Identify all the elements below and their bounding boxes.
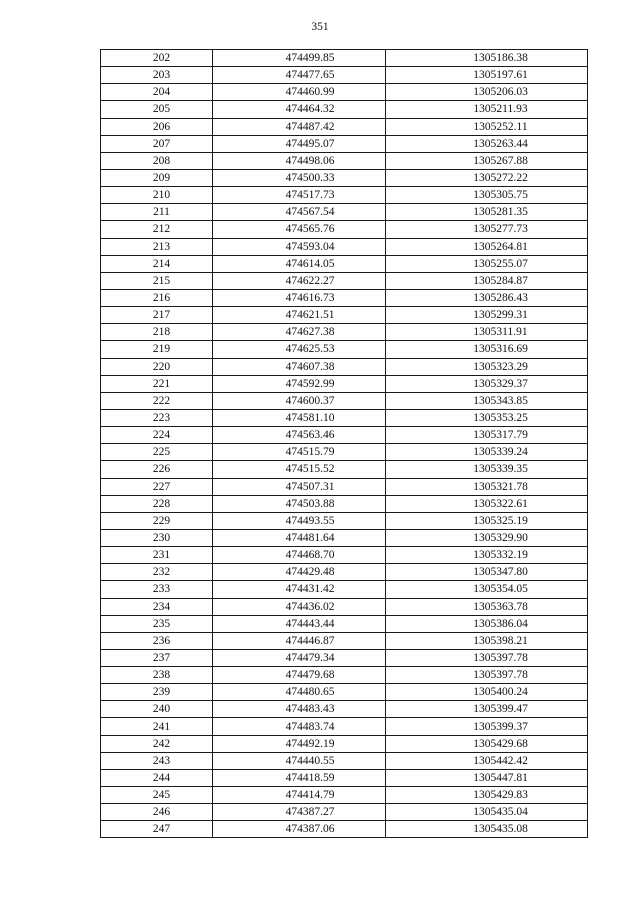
x-coordinate-cell: 474625.53 (213, 341, 386, 358)
y-coordinate-cell: 1305329.90 (386, 529, 588, 546)
point-number-cell: 239 (101, 684, 213, 701)
x-coordinate-cell: 474440.55 (213, 752, 386, 769)
y-coordinate-cell: 1305386.04 (386, 615, 588, 632)
table-row (101, 187, 588, 204)
table-row (101, 769, 588, 786)
x-coordinate-cell: 474567.54 (213, 204, 386, 221)
table-row (101, 787, 588, 804)
x-coordinate-cell: 474443.44 (213, 615, 386, 632)
y-coordinate-cell: 1305186.38 (386, 50, 588, 67)
x-coordinate-cell: 474429.48 (213, 564, 386, 581)
point-number-cell: 209 (101, 169, 213, 186)
x-coordinate-cell: 474481.64 (213, 529, 386, 546)
x-coordinate-cell: 474483.43 (213, 701, 386, 718)
table-row (101, 427, 588, 444)
y-coordinate-cell: 1305397.78 (386, 667, 588, 684)
table-row (101, 684, 588, 701)
table-row (101, 204, 588, 221)
point-number-cell: 245 (101, 787, 213, 804)
y-coordinate-cell: 1305277.73 (386, 221, 588, 238)
table-row (101, 375, 588, 392)
point-number-cell: 218 (101, 324, 213, 341)
y-coordinate-cell: 1305435.04 (386, 804, 588, 821)
point-number-cell: 214 (101, 255, 213, 272)
point-number-cell: 231 (101, 547, 213, 564)
point-number-cell: 238 (101, 667, 213, 684)
y-coordinate-cell: 1305325.19 (386, 512, 588, 529)
point-number-cell: 206 (101, 118, 213, 135)
table-row (101, 444, 588, 461)
x-coordinate-cell: 474503.88 (213, 495, 386, 512)
point-number-cell: 221 (101, 375, 213, 392)
y-coordinate-cell: 1305354.05 (386, 581, 588, 598)
x-coordinate-cell: 474621.51 (213, 307, 386, 324)
x-coordinate-cell: 474498.06 (213, 152, 386, 169)
x-coordinate-cell: 474515.79 (213, 444, 386, 461)
table-row (101, 358, 588, 375)
point-number-cell: 211 (101, 204, 213, 221)
table-row (101, 392, 588, 409)
x-coordinate-cell: 474622.27 (213, 272, 386, 289)
y-coordinate-cell: 1305286.43 (386, 289, 588, 306)
x-coordinate-cell: 474495.07 (213, 135, 386, 152)
x-coordinate-cell: 474387.27 (213, 804, 386, 821)
point-number-cell: 228 (101, 495, 213, 512)
x-coordinate-cell: 474593.04 (213, 238, 386, 255)
point-number-cell: 203 (101, 67, 213, 84)
table-row (101, 804, 588, 821)
point-number-cell: 217 (101, 307, 213, 324)
coordinates-table-body (101, 50, 588, 838)
point-number-cell: 230 (101, 529, 213, 546)
y-coordinate-cell: 1305339.24 (386, 444, 588, 461)
table-row (101, 101, 588, 118)
table-row (101, 84, 588, 101)
x-coordinate-cell: 474387.06 (213, 821, 386, 838)
table-row (101, 564, 588, 581)
table-row (101, 615, 588, 632)
point-number-cell: 236 (101, 632, 213, 649)
table-row (101, 598, 588, 615)
point-number-cell: 244 (101, 769, 213, 786)
y-coordinate-cell: 1305399.47 (386, 701, 588, 718)
y-coordinate-cell: 1305400.24 (386, 684, 588, 701)
y-coordinate-cell: 1305329.37 (386, 375, 588, 392)
y-coordinate-cell: 1305399.37 (386, 718, 588, 735)
y-coordinate-cell: 1305211.93 (386, 101, 588, 118)
y-coordinate-cell: 1305429.83 (386, 787, 588, 804)
point-number-cell: 233 (101, 581, 213, 598)
table-row (101, 495, 588, 512)
y-coordinate-cell: 1305343.85 (386, 392, 588, 409)
x-coordinate-cell: 474468.70 (213, 547, 386, 564)
x-coordinate-cell: 474515.52 (213, 461, 386, 478)
table-row (101, 512, 588, 529)
point-number-cell: 227 (101, 478, 213, 495)
x-coordinate-cell: 474483.74 (213, 718, 386, 735)
x-coordinate-cell: 474607.38 (213, 358, 386, 375)
point-number-cell: 202 (101, 50, 213, 67)
y-coordinate-cell: 1305435.08 (386, 821, 588, 838)
point-number-cell: 213 (101, 238, 213, 255)
table-row (101, 735, 588, 752)
table-row (101, 152, 588, 169)
point-number-cell: 247 (101, 821, 213, 838)
point-number-cell: 208 (101, 152, 213, 169)
point-number-cell: 242 (101, 735, 213, 752)
table-row (101, 169, 588, 186)
y-coordinate-cell: 1305206.03 (386, 84, 588, 101)
page-number: 351 (311, 21, 329, 33)
y-coordinate-cell: 1305281.35 (386, 204, 588, 221)
table-row (101, 307, 588, 324)
x-coordinate-cell: 474500.33 (213, 169, 386, 186)
point-number-cell: 243 (101, 752, 213, 769)
y-coordinate-cell: 1305267.88 (386, 152, 588, 169)
y-coordinate-cell: 1305272.22 (386, 169, 588, 186)
x-coordinate-cell: 474581.10 (213, 409, 386, 426)
table-row (101, 50, 588, 67)
y-coordinate-cell: 1305305.75 (386, 187, 588, 204)
y-coordinate-cell: 1305429.68 (386, 735, 588, 752)
table-row (101, 221, 588, 238)
x-coordinate-cell: 474600.37 (213, 392, 386, 409)
point-number-cell: 235 (101, 615, 213, 632)
table-row (101, 289, 588, 306)
x-coordinate-cell: 474487.42 (213, 118, 386, 135)
y-coordinate-cell: 1305299.31 (386, 307, 588, 324)
y-coordinate-cell: 1305339.35 (386, 461, 588, 478)
y-coordinate-cell: 1305264.81 (386, 238, 588, 255)
x-coordinate-cell: 474479.34 (213, 649, 386, 666)
table-row (101, 272, 588, 289)
x-coordinate-cell: 474460.99 (213, 84, 386, 101)
table-row (101, 667, 588, 684)
table-row (101, 67, 588, 84)
y-coordinate-cell: 1305347.80 (386, 564, 588, 581)
y-coordinate-cell: 1305197.61 (386, 67, 588, 84)
table-row (101, 649, 588, 666)
point-number-cell: 225 (101, 444, 213, 461)
x-coordinate-cell: 474627.38 (213, 324, 386, 341)
y-coordinate-cell: 1305255.07 (386, 255, 588, 272)
x-coordinate-cell: 474592.99 (213, 375, 386, 392)
table-row (101, 701, 588, 718)
table-row (101, 341, 588, 358)
point-number-cell: 219 (101, 341, 213, 358)
point-number-cell: 246 (101, 804, 213, 821)
y-coordinate-cell: 1305321.78 (386, 478, 588, 495)
point-number-cell: 222 (101, 392, 213, 409)
x-coordinate-cell: 474431.42 (213, 581, 386, 598)
x-coordinate-cell: 474614.05 (213, 255, 386, 272)
x-coordinate-cell: 474418.59 (213, 769, 386, 786)
point-number-cell: 220 (101, 358, 213, 375)
y-coordinate-cell: 1305397.78 (386, 649, 588, 666)
x-coordinate-cell: 474493.55 (213, 512, 386, 529)
point-number-cell: 212 (101, 221, 213, 238)
x-coordinate-cell: 474436.02 (213, 598, 386, 615)
table-row (101, 478, 588, 495)
table-row (101, 118, 588, 135)
table-row (101, 409, 588, 426)
table-row (101, 255, 588, 272)
table-row (101, 529, 588, 546)
point-number-cell: 237 (101, 649, 213, 666)
y-coordinate-cell: 1305322.61 (386, 495, 588, 512)
point-number-cell: 205 (101, 101, 213, 118)
table-row (101, 135, 588, 152)
table-row (101, 324, 588, 341)
y-coordinate-cell: 1305311.91 (386, 324, 588, 341)
point-number-cell: 240 (101, 701, 213, 718)
y-coordinate-cell: 1305332.19 (386, 547, 588, 564)
table-row (101, 238, 588, 255)
y-coordinate-cell: 1305363.78 (386, 598, 588, 615)
table-row (101, 752, 588, 769)
table-row (101, 632, 588, 649)
x-coordinate-cell: 474517.73 (213, 187, 386, 204)
point-number-cell: 210 (101, 187, 213, 204)
table-row (101, 581, 588, 598)
x-coordinate-cell: 474464.32 (213, 101, 386, 118)
point-number-cell: 241 (101, 718, 213, 735)
x-coordinate-cell: 474616.73 (213, 289, 386, 306)
table-row (101, 821, 588, 838)
x-coordinate-cell: 474499.85 (213, 50, 386, 67)
y-coordinate-cell: 1305317.79 (386, 427, 588, 444)
y-coordinate-cell: 1305323.29 (386, 358, 588, 375)
x-coordinate-cell: 474565.76 (213, 221, 386, 238)
point-number-cell: 207 (101, 135, 213, 152)
y-coordinate-cell: 1305252.11 (386, 118, 588, 135)
point-number-cell: 232 (101, 564, 213, 581)
y-coordinate-cell: 1305442.42 (386, 752, 588, 769)
x-coordinate-cell: 474480.65 (213, 684, 386, 701)
y-coordinate-cell: 1305316.69 (386, 341, 588, 358)
point-number-cell: 224 (101, 427, 213, 444)
y-coordinate-cell: 1305284.87 (386, 272, 588, 289)
point-number-cell: 226 (101, 461, 213, 478)
y-coordinate-cell: 1305353.25 (386, 409, 588, 426)
y-coordinate-cell: 1305263.44 (386, 135, 588, 152)
x-coordinate-cell: 474479.68 (213, 667, 386, 684)
table-row (101, 718, 588, 735)
y-coordinate-cell: 1305398.21 (386, 632, 588, 649)
point-number-cell: 234 (101, 598, 213, 615)
x-coordinate-cell: 474446.87 (213, 632, 386, 649)
x-coordinate-cell: 474414.79 (213, 787, 386, 804)
x-coordinate-cell: 474507.31 (213, 478, 386, 495)
point-number-cell: 229 (101, 512, 213, 529)
coordinates-table (100, 49, 588, 838)
x-coordinate-cell: 474477.65 (213, 67, 386, 84)
table-row (101, 461, 588, 478)
x-coordinate-cell: 474563.46 (213, 427, 386, 444)
x-coordinate-cell: 474492.19 (213, 735, 386, 752)
y-coordinate-cell: 1305447.81 (386, 769, 588, 786)
point-number-cell: 204 (101, 84, 213, 101)
point-number-cell: 216 (101, 289, 213, 306)
point-number-cell: 215 (101, 272, 213, 289)
point-number-cell: 223 (101, 409, 213, 426)
table-row (101, 547, 588, 564)
